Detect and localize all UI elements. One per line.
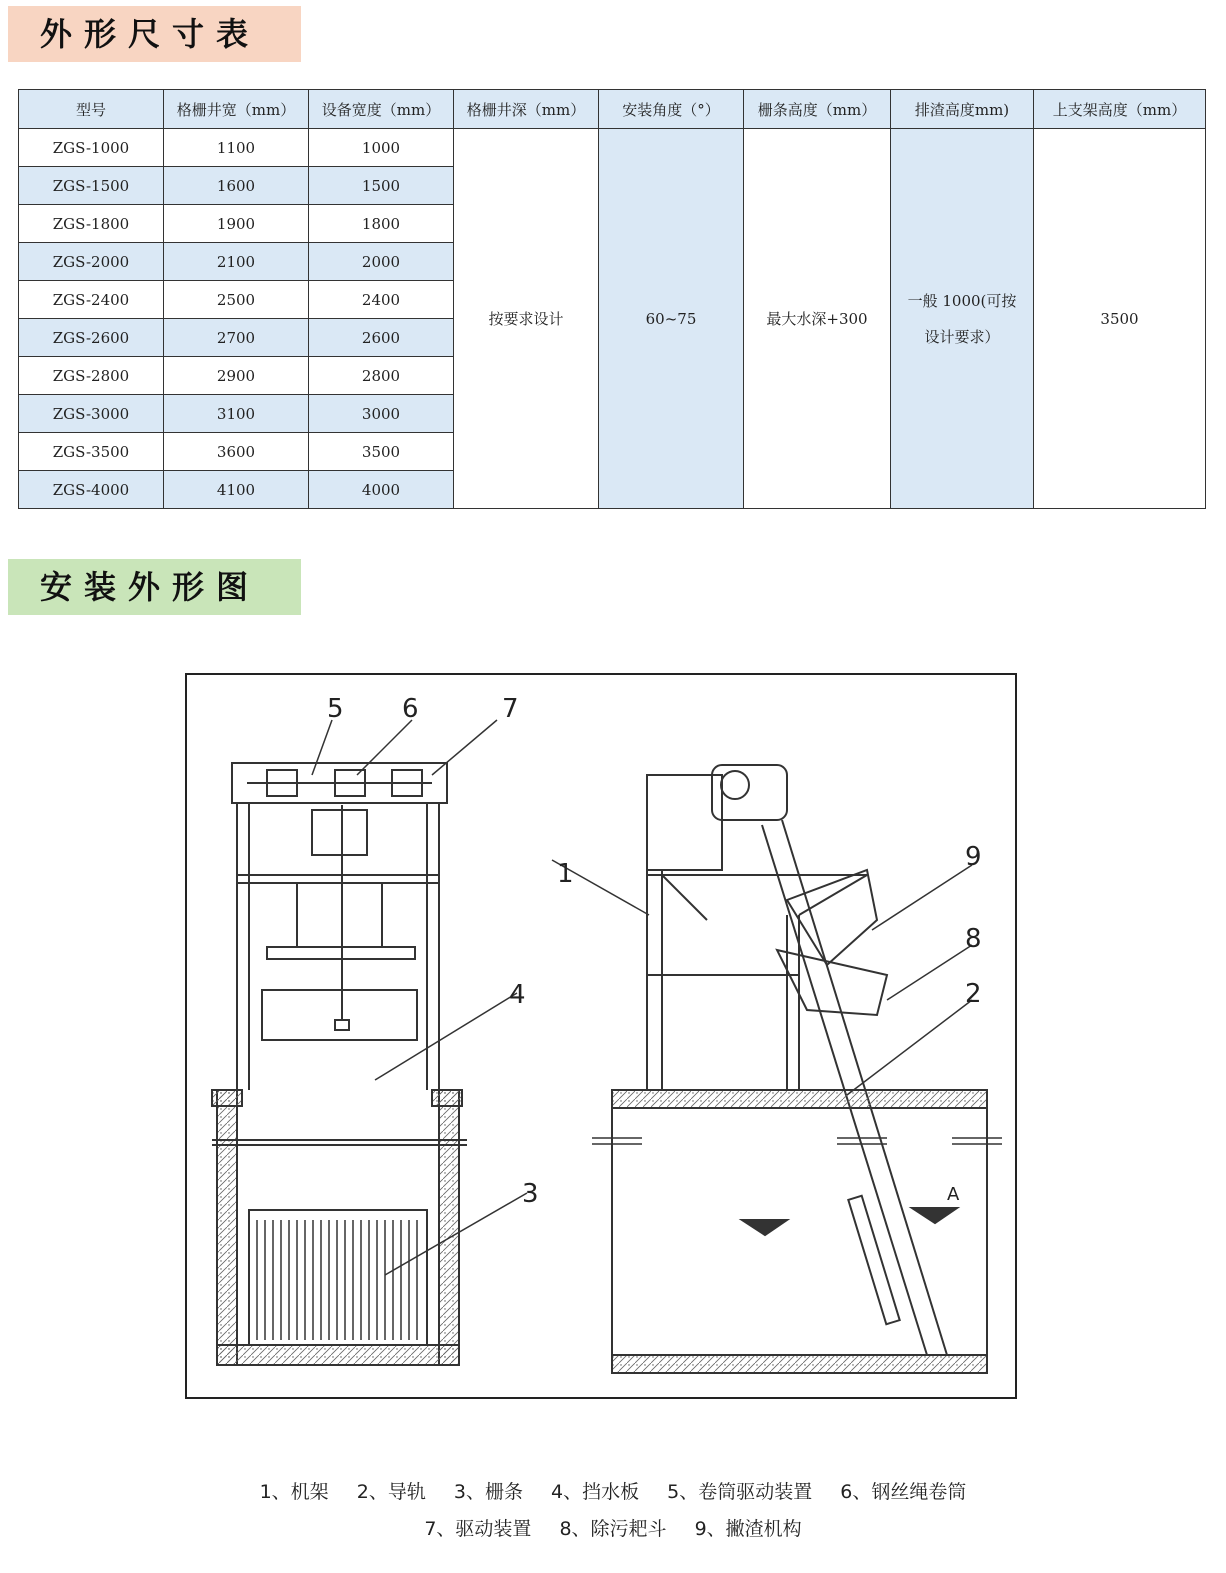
header-model: 型号: [19, 90, 164, 129]
header-upper-frame-height: 上支架高度（mm）: [1034, 90, 1206, 129]
callout-5: 5: [327, 694, 344, 724]
cell-well-width: 1900: [164, 205, 309, 243]
callout-1: 1: [557, 859, 574, 889]
cell-device-width: 2600: [309, 319, 454, 357]
cell-device-width: 2000: [309, 243, 454, 281]
cell-device-width: 2800: [309, 357, 454, 395]
front-view: [212, 720, 527, 1365]
legend-item: 1、机架: [259, 1481, 329, 1503]
legend-item: 3、栅条: [453, 1481, 523, 1503]
callout-8: 8: [965, 924, 982, 954]
cell-model: ZGS-4000: [19, 471, 164, 509]
cell-model: ZGS-2800: [19, 357, 164, 395]
callout-4: 4: [509, 980, 526, 1010]
legend-item: 2、导轨: [356, 1481, 426, 1503]
water-level-mark: A: [947, 1184, 960, 1205]
installation-diagram-svg: [187, 675, 1015, 1397]
install-section-title: 安装外形图: [8, 559, 301, 615]
cell-model: ZGS-1800: [19, 205, 164, 243]
header-discharge-height: 排渣高度mm): [891, 90, 1034, 129]
cell-device-width: 3500: [309, 433, 454, 471]
cell-device-width: 1800: [309, 205, 454, 243]
legend-item: 5、卷筒驱动装置: [667, 1481, 813, 1503]
callout-6: 6: [402, 694, 419, 724]
cell-well-width: 2500: [164, 281, 309, 319]
cell-model: ZGS-1500: [19, 167, 164, 205]
cell-well-width: 1100: [164, 129, 309, 167]
legend-item: 7、驱动装置: [424, 1518, 532, 1540]
cell-well-width: 3100: [164, 395, 309, 433]
dimensions-section-title: 外形尺寸表: [8, 6, 301, 62]
legend-line-2: [0, 1514, 1226, 1541]
callout-2: 2: [965, 979, 982, 1009]
cell-model: ZGS-1000: [19, 129, 164, 167]
discharge-height-line2: 设计要求）: [924, 327, 1000, 346]
callout-3: 3: [522, 1179, 539, 1209]
cell-discharge-height: [891, 129, 1034, 509]
cell-model: ZGS-3500: [19, 433, 164, 471]
cell-well-width: 1600: [164, 167, 309, 205]
legend-item: 4、挡水板: [551, 1481, 640, 1503]
table-header-row: [19, 90, 1206, 129]
side-view: [552, 765, 1002, 1373]
cell-model: ZGS-2000: [19, 243, 164, 281]
header-well-width: 格栅井宽（mm）: [164, 90, 309, 129]
cell-model: ZGS-2400: [19, 281, 164, 319]
callout-9: 9: [965, 842, 982, 872]
legend-item: 6、钢丝绳卷筒: [840, 1481, 967, 1503]
header-bar-height: 栅条高度（mm）: [744, 90, 891, 129]
header-device-width: 设备宽度（mm）: [309, 90, 454, 129]
cell-install-angle: 60~75: [599, 129, 744, 509]
header-well-depth: 格栅井深（mm）: [454, 90, 599, 129]
callout-7: 7: [502, 694, 519, 724]
cell-well-width: 2700: [164, 319, 309, 357]
cell-device-width: 1000: [309, 129, 454, 167]
installation-drawing: [185, 673, 1017, 1399]
cell-well-depth: 按要求设计: [454, 129, 599, 509]
cell-device-width: 3000: [309, 395, 454, 433]
discharge-height-line1: 一般 1000(可按: [907, 291, 1017, 310]
cell-device-width: 4000: [309, 471, 454, 509]
cell-well-width: 4100: [164, 471, 309, 509]
cell-well-width: 3600: [164, 433, 309, 471]
legend-item: 8、除污耙斗: [559, 1518, 667, 1540]
dimensions-table: [18, 89, 1206, 509]
cell-model: ZGS-3000: [19, 395, 164, 433]
cell-well-width: 2900: [164, 357, 309, 395]
cell-device-width: 1500: [309, 167, 454, 205]
header-install-angle: 安装角度（°）: [599, 90, 744, 129]
cell-well-width: 2100: [164, 243, 309, 281]
table-row: [19, 129, 1206, 167]
legend-item: 9、撇渣机构: [694, 1518, 802, 1540]
legend-line-1: [0, 1477, 1226, 1504]
cell-device-width: 2400: [309, 281, 454, 319]
cell-upper-frame-height: 3500: [1034, 129, 1206, 509]
cell-model: ZGS-2600: [19, 319, 164, 357]
cell-bar-height: 最大水深+300: [744, 129, 891, 509]
